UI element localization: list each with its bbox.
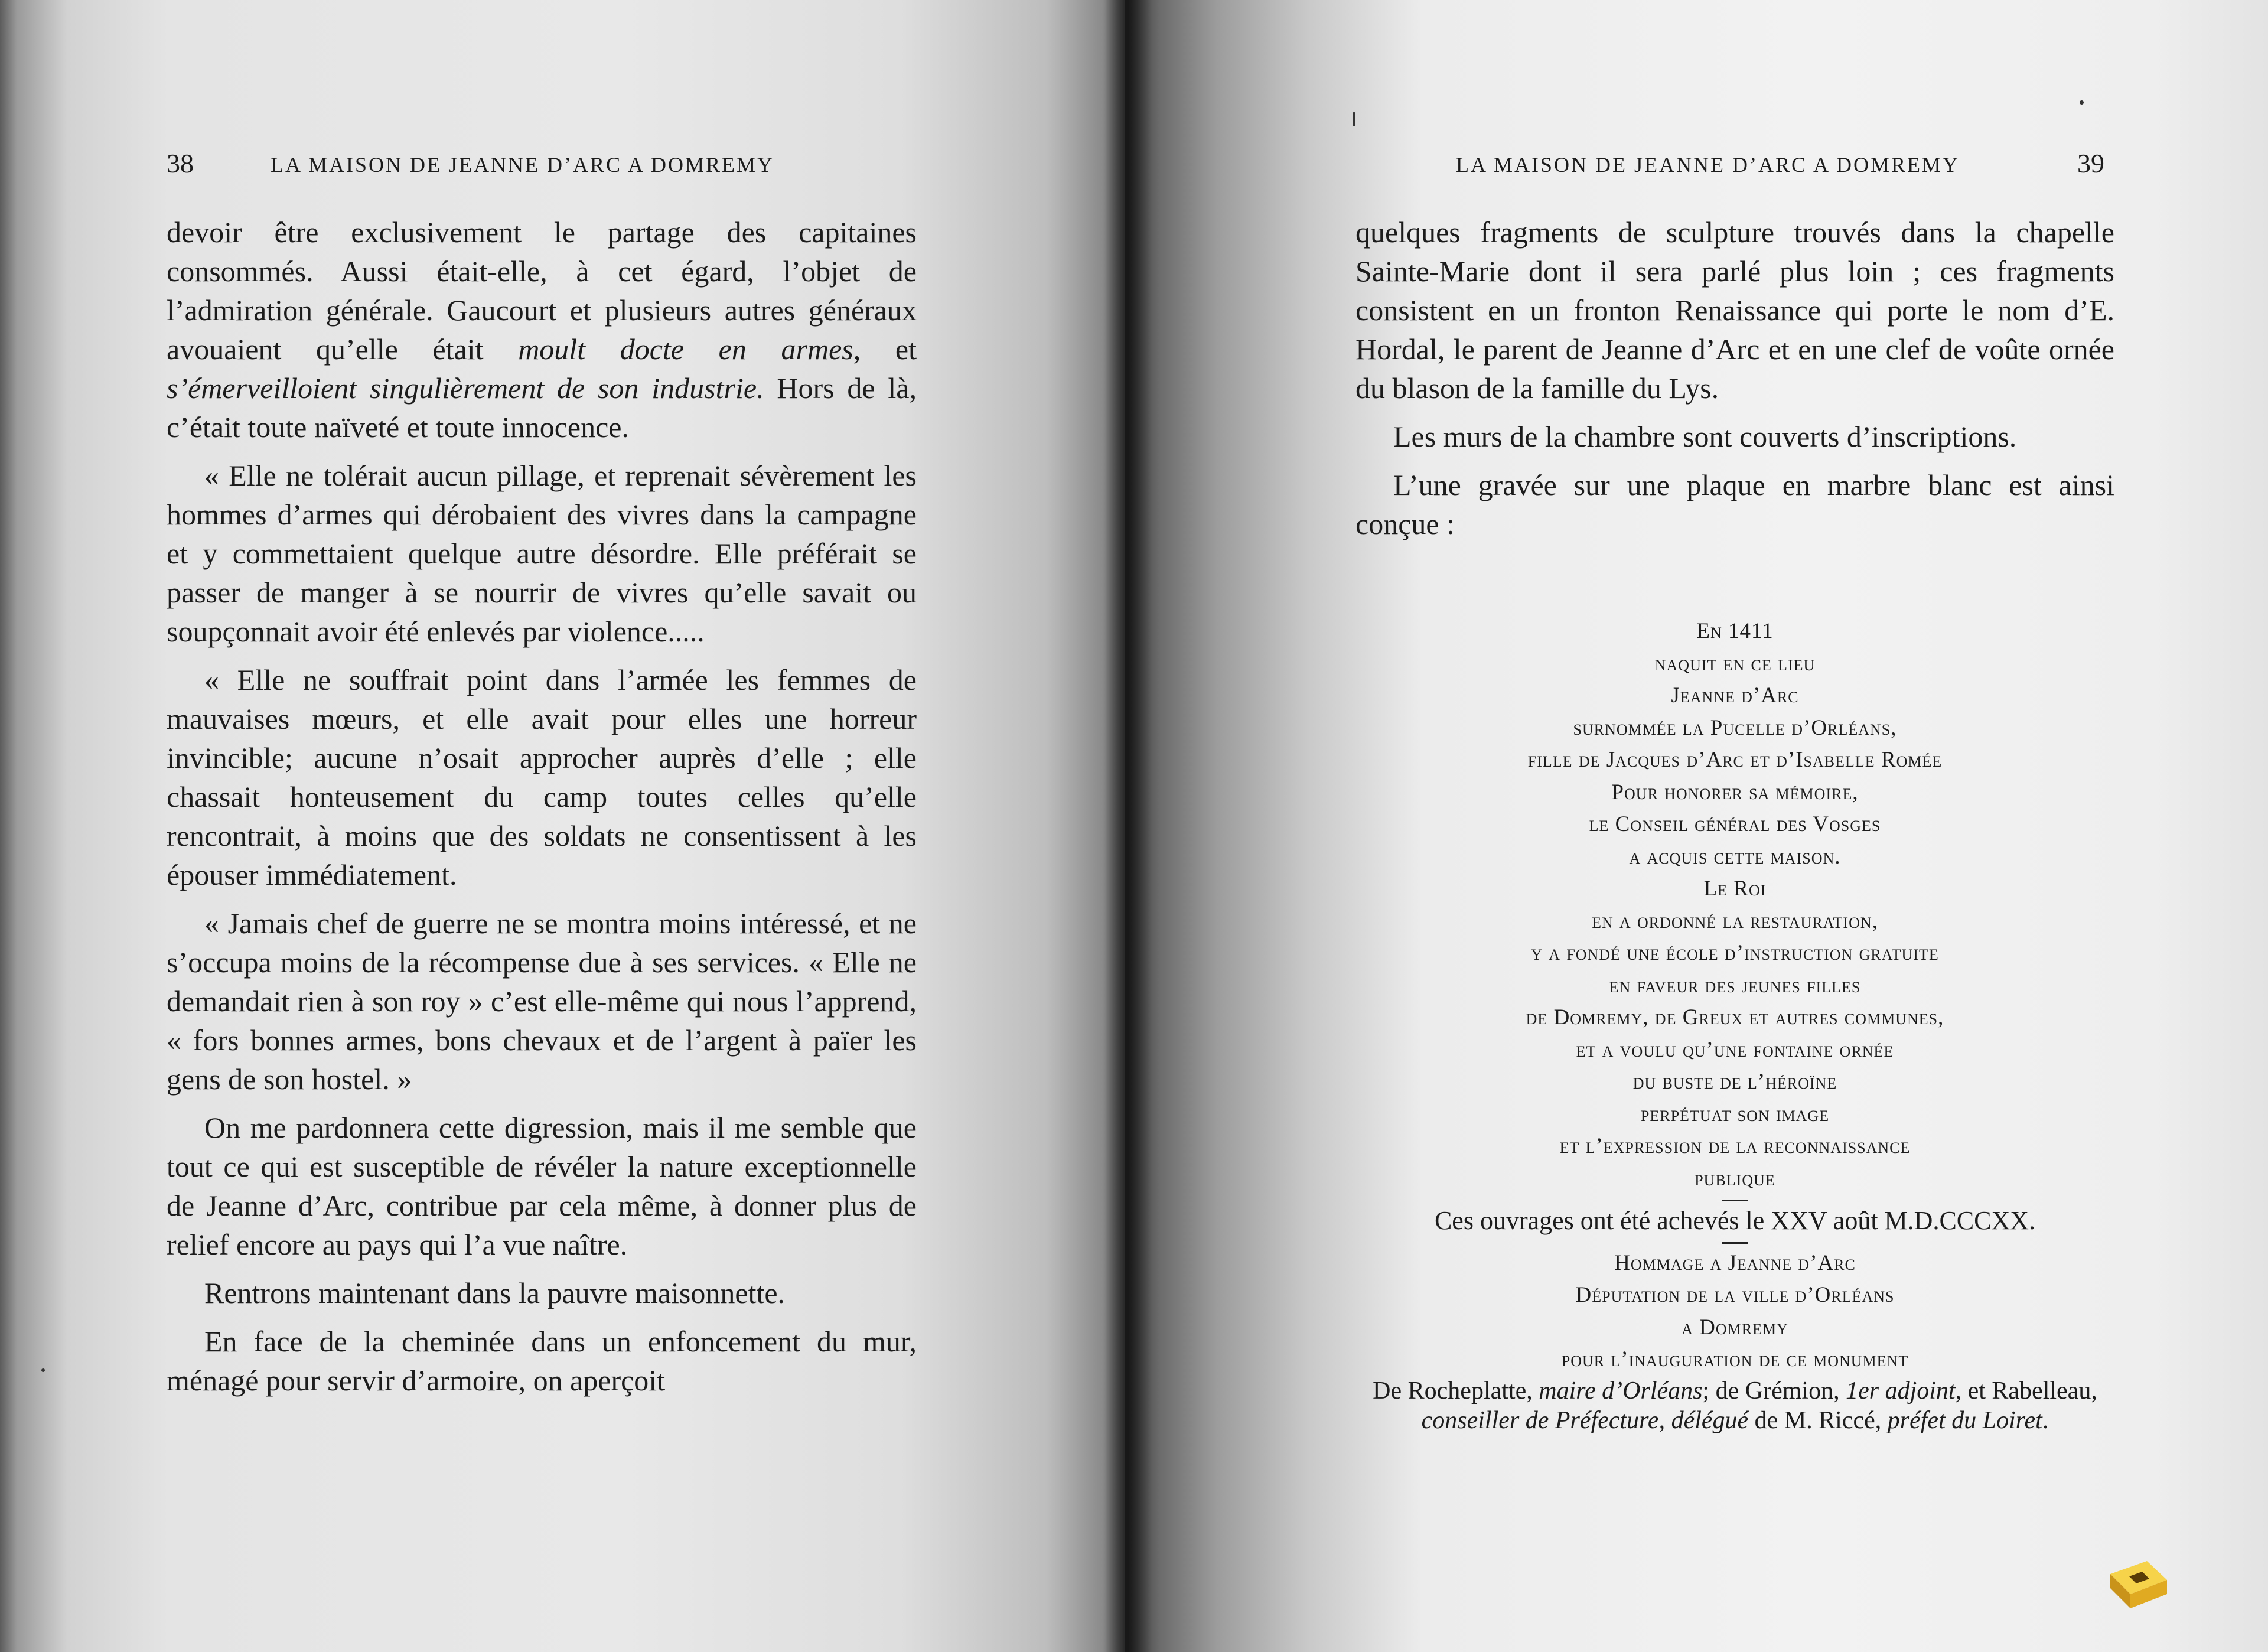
- inscription-line: Députation de la ville d’Orléans: [1575, 1283, 1895, 1307]
- inscription-line: En 1411: [1696, 619, 1774, 643]
- book-gutter: [1104, 0, 1152, 1652]
- body-paragraph: [167, 1273, 917, 1312]
- body-paragraph: [167, 1108, 917, 1264]
- inscription-line: du buste de l’héroïne: [1632, 1070, 1837, 1094]
- inscription-line: Pour honorer sa mémoire,: [1611, 780, 1859, 804]
- inscription-line: Ces ouvrages ont été achevés le XXV août M.D.CCCXX.: [1434, 1206, 2036, 1235]
- body-paragraph: Les murs de la chambre sont couverts d’inscriptions.: [1393, 420, 2017, 453]
- right-running-head: LA MAISON DE JEANNE D’ARC A DOMREMY: [1456, 153, 1960, 177]
- text-run: « Elle ne tolérait aucun pillage, et reprenait sévèrement les hommes d’armes qui dérobaient des vivres dans la campagne et y commettaient quelque autre désordre. Elle préférait se passer de manger à se nourrir de vivres qu’elle savait ou soupçonnait avoir été enlevés par violence.....: [167, 459, 917, 648]
- inscription-line: de Domremy, de Greux et autres communes,: [1526, 1005, 1944, 1029]
- inscription-rule: [1722, 1200, 1748, 1201]
- text-run: et Rabelleau,: [1961, 1377, 2097, 1405]
- inscription-line: y a fondé une école d’instruction gratuite: [1531, 941, 1939, 965]
- inscription-line: et a voulu qu’une fontaine ornée: [1576, 1037, 1894, 1062]
- inscription-line: publique: [1695, 1166, 1775, 1191]
- scan-speck: [2080, 100, 2084, 105]
- text-run: ; de Grémion,: [1702, 1377, 1846, 1405]
- scan-speck: [1353, 112, 1355, 126]
- body-paragraph: [167, 213, 917, 447]
- text-run: .: [2042, 1406, 2049, 1434]
- text-run: de M. Riccé,: [1748, 1406, 1888, 1434]
- inscription-line: pour l’inauguration de ce monument: [1561, 1347, 1909, 1371]
- italic-text: délégué: [1671, 1406, 1749, 1434]
- inscription-line: perpétuat son image: [1640, 1102, 1830, 1126]
- inscription-line: et l’expression de la reconnaissance: [1559, 1134, 1911, 1158]
- italic-text: moult docte en armes: [518, 333, 853, 366]
- italic-text: conseiller de Préfecture,: [1421, 1406, 1666, 1434]
- inscription-line: en faveur des jeunes filles: [1609, 973, 1861, 998]
- inscription-line: a Domremy: [1682, 1315, 1788, 1340]
- scan-speck: [41, 1368, 45, 1372]
- body-paragraph: L’une gravée sur une plaque en marbre blanc est ainsi conçue :: [1355, 468, 2114, 540]
- text-run: « Jamais chef de guerre ne se montra moins intéressé, et ne s’occupa moins de la récompense due à ses services. « Elle ne demandait rien à son roy » c’est elle-même qui nous l’apprend, « fors bonnes armes, bons chevaux et de l’argent à païer les gens de son hostel. »: [167, 907, 917, 1096]
- inscription-line: a acquis cette maison.: [1629, 844, 1841, 869]
- inscription-line: Hommage a Jeanne d’Arc: [1614, 1250, 1856, 1275]
- text-run: En face de la cheminée dans un enfoncement du mur, ménagé pour servir d’armoire, on aperçoit: [167, 1325, 917, 1397]
- text-run: De Rocheplatte,: [1373, 1377, 1539, 1405]
- left-page-body: [167, 213, 917, 1400]
- inscription-line: surnommée la Pucelle d’Orléans,: [1573, 715, 1897, 740]
- body-paragraph: quelques fragments de sculpture trouvés dans la chapelle Sainte-Marie dont il sera parlé plus loin ; ces fragments consistent en un fronton Renaissance qui porte le nom d’E. Hordal, le parent de Jeanne d’Arc et en une clef de voûte ornée du blason de la famille du Lys.: [1355, 216, 2114, 405]
- text-run: [1665, 1407, 1671, 1434]
- inscription-line: fille de Jacques d’Arc et d’Isabelle Romée: [1527, 748, 1943, 772]
- right-page-body: [1355, 213, 2114, 543]
- left-page: [0, 0, 1125, 1652]
- text-run: Rentrons maintenant dans la pauvre maisonnette.: [204, 1276, 786, 1309]
- text-run: Hors de là, c’était toute naïveté et toute innocence.: [167, 372, 917, 444]
- inscription-line: Le Roi: [1703, 876, 1767, 901]
- inscription-line: en a ordonné la restauration,: [1592, 908, 1878, 933]
- body-paragraph: [167, 904, 917, 1099]
- marble-plaque-inscription: [1355, 615, 2114, 1435]
- italic-text: préfet du Loiret: [1887, 1406, 2042, 1434]
- body-paragraph: [167, 1322, 917, 1400]
- text-run: On me pardonnera cette digression, mais il me semble que tout ce qui est susceptible de révéler la nature exceptionnelle de Jeanne d’Arc, contribue par cela même, à donner plus de relief encore au pays qui l’a vue naître.: [167, 1111, 917, 1261]
- italic-text: s’émerveilloient singulièrement de son industrie.: [167, 372, 764, 405]
- left-running-head: LA MAISON DE JEANNE D’ARC A DOMREMY: [271, 153, 775, 177]
- inscription-signatures: [1355, 1376, 2114, 1435]
- inscription-line: naquit en ce lieu: [1654, 651, 1816, 676]
- inscription-line: le Conseil général des Vosges: [1589, 812, 1881, 836]
- body-paragraph: [167, 456, 917, 651]
- text-run: devoir être exclusivement le partage des capitaines consommés. Aussi était-elle, à cet égard, l’objet de l’admiration générale. Gaucourt et plusieurs autres généraux avouaient qu’elle était: [167, 216, 917, 366]
- italic-text: maire d’Orléans: [1539, 1377, 1703, 1405]
- left-page-number: 38: [167, 148, 194, 178]
- inscription-rule: [1722, 1242, 1748, 1244]
- body-paragraph: [167, 660, 917, 894]
- italic-text: 1er adjoint,: [1846, 1377, 1962, 1405]
- yellow-square-badge-icon[interactable]: [2106, 1556, 2171, 1612]
- text-run: , et: [853, 333, 917, 366]
- inscription-line: Jeanne d’Arc: [1671, 683, 1799, 708]
- text-run: « Elle ne souffrait point dans l’armée les femmes de mauvaises mœurs, et elle avait pour elles une horreur invincible; aucune n’osait approcher auprès d’elle ; elle chassait honteusement du camp toutes celles qu’elle rencontrait, à moins que des soldats ne consentissent à les épouser immédiatement.: [167, 663, 917, 891]
- right-page-number: 39: [2077, 148, 2104, 178]
